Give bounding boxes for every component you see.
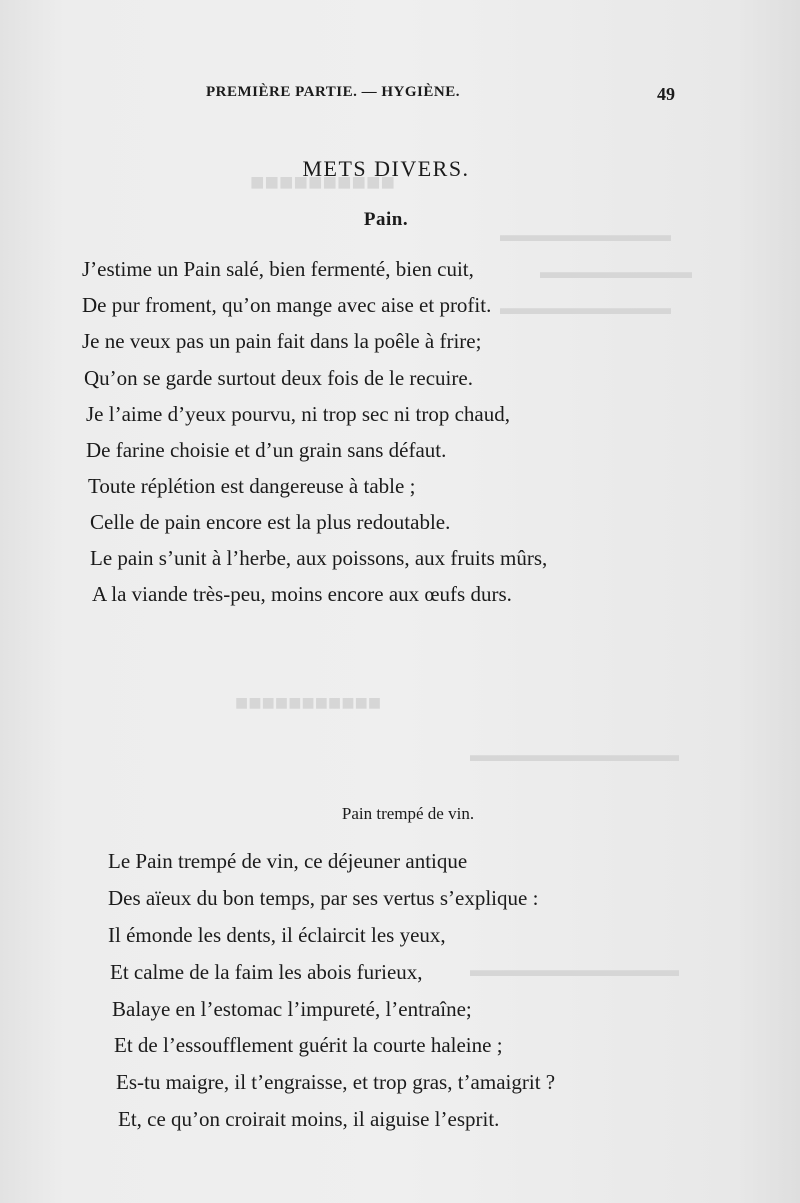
- section-subtitle: Pain.: [363, 209, 409, 230]
- running-head: PREMIÈRE PARTIE. — HYGIÈNE.: [206, 84, 460, 100]
- show-through-heading: ■■■■■■■■■■: [250, 170, 395, 196]
- poem-line: Et de l’essoufflement guérit la courte haleine ;: [114, 1033, 503, 1057]
- show-through-line: ▬▬▬▬▬▬▬▬▬▬▬: [470, 745, 679, 766]
- poem-line: Je l’aime d’yeux pourvu, ni trop sec ni trop chaud,: [86, 402, 510, 426]
- show-through-line: ▬▬▬▬▬▬▬▬▬: [500, 225, 671, 246]
- poem-line: J’estime un Pain salé, bien fermenté, bien cuit,: [82, 257, 474, 281]
- section-title: METS DIVERS.: [302, 156, 470, 181]
- poem-line: Toute réplétion est dangereuse à table ;: [88, 474, 416, 498]
- poem-line: Le Pain trempé de vin, ce déjeuner antique: [108, 849, 468, 873]
- poem-line: De farine choisie et d’un grain sans défaut.: [86, 438, 447, 462]
- poem-line: Et, ce qu’on croirait moins, il aiguise l’esprit.: [118, 1107, 500, 1131]
- poem-line: Qu’on se garde surtout deux fois de le recuire.: [84, 366, 473, 390]
- show-through-line: ▬▬▬▬▬▬▬▬: [540, 262, 692, 283]
- poem-line: Je ne veux pas un pain fait dans la poêle à frire;: [82, 329, 482, 353]
- poem-line: Il émonde les dents, il éclaircit les yeux,: [108, 923, 446, 947]
- show-through-line: ▬▬▬▬▬▬▬▬▬: [500, 298, 671, 319]
- poem-line: Des aïeux du bon temps, par ses vertus s’explique :: [108, 886, 539, 910]
- poem-line: Celle de pain encore est la plus redoutable.: [90, 510, 451, 534]
- show-through-line: ▬▬▬▬▬▬▬▬▬▬▬: [470, 960, 679, 981]
- poem-line: Et calme de la faim les abois furieux,: [110, 960, 423, 984]
- poem-line: Balaye en l’estomac l’impureté, l’entraîne;: [112, 997, 472, 1021]
- poem-line: A la viande très-peu, moins encore aux œufs durs.: [92, 582, 512, 606]
- subsection-title: Pain trempé de vin.: [341, 804, 475, 823]
- poem-line: Le pain s’unit à l’herbe, aux poissons, aux fruits mûrs,: [90, 546, 548, 570]
- show-through-heading: ■■■■■■■■■■■: [235, 690, 382, 715]
- page-number: 49: [657, 84, 675, 104]
- poem-line: De pur froment, qu’on mange avec aise et profit.: [82, 293, 492, 317]
- poem-line: Es-tu maigre, il t’engraisse, et trop gras, t’amaigrit ?: [116, 1070, 556, 1094]
